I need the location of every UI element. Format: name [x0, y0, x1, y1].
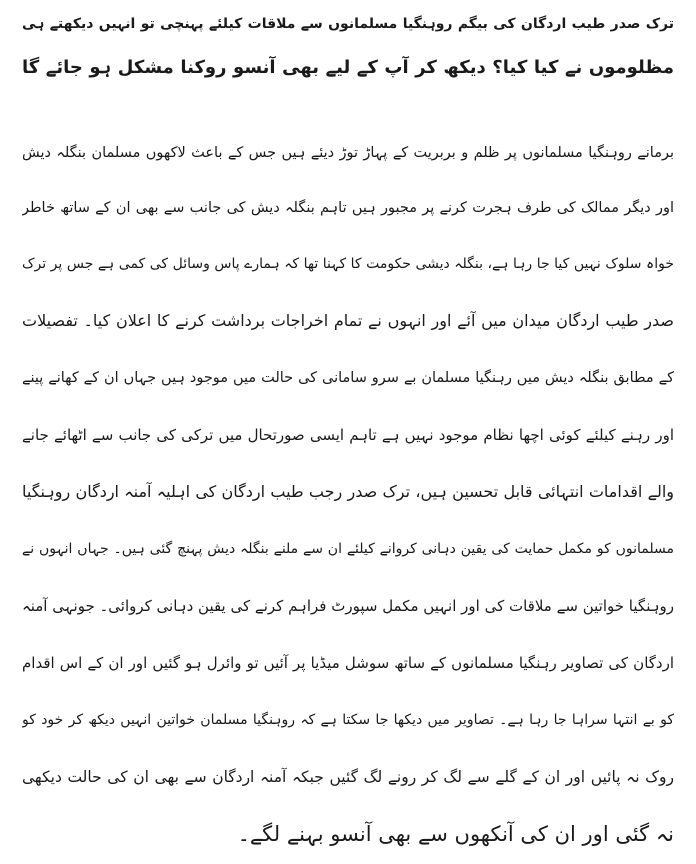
headline-line: مظلوموں نے کیا کیا؟ دیکھ کر آپ کے لیے بھی آنسو روکنا مشکل ہو جائے گا	[22, 57, 674, 78]
body-line: اور رہنے کیلئے کوئی اچھا نظام موجود نہیں ہے تاہم ایسی صورتحال میں ترکی کی جانب سے اٹھائے جانے	[22, 426, 674, 444]
body-line: روہنگیا خواتین سے ملاقات کی اور انہیں مکمل سپورٹ فراہم کرنے کی یقین دہانی کروائی۔ جونہی آمنہ	[22, 597, 674, 615]
body-line: خواہ سلوک نہیں کیا جا رہا ہے، بنگلہ دیشی حکومت کا کہنا تھا کہ ہمارے پاس وسائل کی کمی ہے جس پر ترک	[22, 256, 674, 272]
body-line: کو بے انتہا سراہا جا رہا ہے۔ تصاویر میں دیکھا جا سکتا ہے کہ روہنگیا مسلمان خواتین انہیں دیکھ کر خود کو	[22, 712, 674, 728]
body-line: کے مطابق بنگلہ دیش میں رہنگیا مسلمان بے سرو سامانی کی حالت میں موجود ہیں جہاں ان کے کھانے پینے	[22, 370, 674, 386]
headline-line: ترک صدر طیب اردگان کی بیگم روہنگیا مسلمانوں سے ملاقات کیلئے پہنچی تو انہیں دیکھتے ہی	[22, 16, 674, 32]
body-line: اردگان کی تصاویر رہنگیا مسلمانوں کے ساتھ سوشل میڈیا پر آئیں تو وائرل ہو گئیں اور ان کے اس اقدام	[22, 654, 674, 672]
body-line: نہ گئی اور ان کی آنکھوں سے بھی آنسو بہنے لگے۔	[237, 822, 674, 846]
body-line: صدر طیب اردگان میدان میں آئے اور انہوں نے تمام اخراجات برداشت کرنے کا اعلان کیا۔ تفصیلات	[22, 311, 674, 330]
body-line: اور دیگر ممالک کی طرف ہجرت کرنے پر مجبور ہیں تاہم بنگلہ دیش کی جانب سے بھی ان کے ساتھ خاطر	[22, 200, 674, 216]
body-line: برمانے روہنگیا مسلمانوں پر ظلم و بربریت کے پہاڑ توڑ دیئے ہیں جس کے باعث لاکھوں مسلمان بنگلہ دیش	[22, 145, 674, 161]
body-line: روک نہ پائیں اور ان کے گلے سے لگ کر رونے لگ گئیں جبکہ آمنہ اردگان سے بھی ان کی حالت دیکھی	[22, 768, 674, 786]
body-line: مسلمانوں کو مکمل حمایت کی یقین دہانی کروانے کیلئے ان سے ملنے بنگلہ دیش پہنچ گئی ہیں۔ جہاں انہوں نے	[22, 541, 674, 557]
body-line: والے اقدامات انتہائی قابل تحسین ہیں، ترک صدر رجب طیب اردگان کی اہلیہ آمنہ اردگان روہنگیا	[22, 482, 674, 501]
